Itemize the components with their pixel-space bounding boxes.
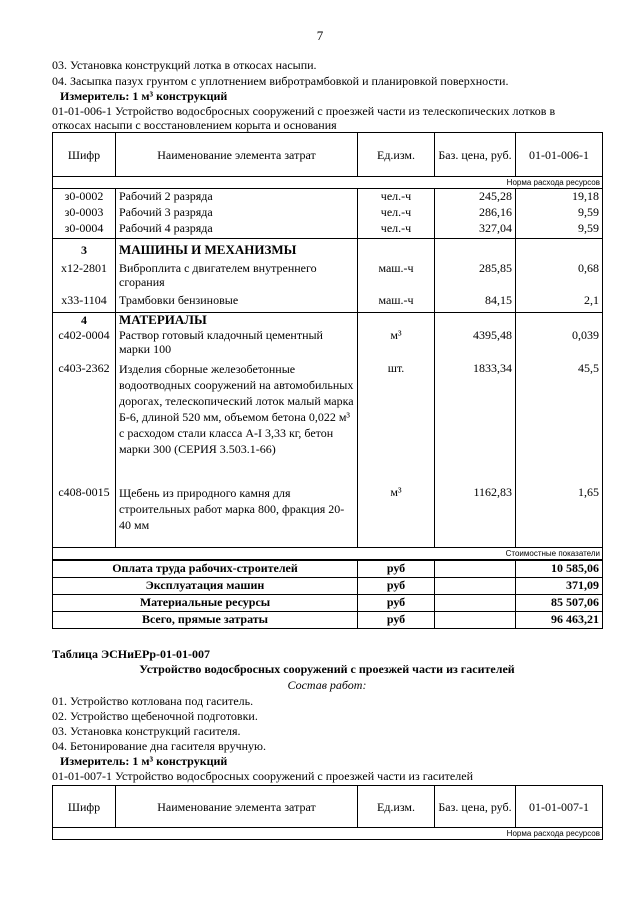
row-unit: маш.-ч — [358, 293, 435, 313]
row-code: х12-2801 — [53, 261, 116, 293]
empty-cell — [516, 313, 603, 328]
row-unit: чел.-ч — [358, 205, 435, 221]
summary-label: Оплата труда рабочих-строителей — [53, 560, 358, 577]
header-name: Наименование элемента затрат — [116, 133, 358, 177]
row-unit: м³ — [358, 485, 435, 548]
table-header-row — [53, 786, 603, 828]
summary-row — [53, 560, 603, 577]
work-step: 01. Устройство котлована под гаситель. — [52, 694, 254, 708]
row-name: Трамбовки бензиновые — [116, 293, 358, 313]
section-title: МАШИНЫ И МЕХАНИЗМЫ — [116, 239, 358, 261]
row-name: Виброплита с двигателем внутреннего сгорания — [116, 261, 358, 293]
table-caption: Таблица ЭСНиЕРр-01-01-007 — [52, 647, 211, 661]
header-column-code: 01-01-007-1 — [516, 786, 603, 828]
resource-table-1 — [52, 132, 603, 629]
row-name: Щебень из природного камня для строительных работ марка 800, фракция 20-40 мм — [116, 485, 358, 548]
summary-unit: руб — [358, 577, 435, 594]
row-price: 84,15 — [435, 293, 516, 313]
row-qty: 2,1 — [516, 293, 603, 313]
row-price: 1833,34 — [435, 361, 516, 485]
page-number: 7 — [316, 28, 324, 43]
summary-row — [53, 594, 603, 611]
work-step: 03. Установка конструкций гасителя. — [52, 724, 241, 738]
row-name: Изделия сборные железобетонные водоотводных сооружений на автомобильных дорогах, телескопический лоток малый марка Б-6, длиной 520 мм, объемом бетона 0,022 м³ с расходом стали класса А-I 3,33 кг, бетон марки 300 (СЕРИЯ 3.503.1-66) — [116, 361, 358, 485]
header-code: Шифр — [53, 133, 116, 177]
header-unit: Ед.изм. — [358, 133, 435, 177]
work-step: 02. Устройство щебеночной подготовки. — [52, 709, 258, 723]
section-number: 3 — [53, 239, 116, 261]
row-code: с402-0004 — [53, 328, 116, 361]
summary-value: 96 463,21 — [516, 611, 603, 628]
row-price: 1162,83 — [435, 485, 516, 548]
header-column-code: 01-01-006-1 — [516, 133, 603, 177]
row-unit: чел.-ч — [358, 189, 435, 205]
row-code: х33-1104 — [53, 293, 116, 313]
header-price: Баз. цена, руб. — [435, 786, 516, 828]
summary-unit: руб — [358, 611, 435, 628]
row-name: Рабочий 3 разряда — [116, 205, 358, 221]
measure-unit-2: Измеритель: 1 м³ конструкций — [60, 754, 228, 768]
empty-cell — [435, 577, 516, 594]
section-title: МАТЕРИАЛЫ — [116, 313, 358, 328]
empty-cell — [435, 313, 516, 328]
empty-cell — [435, 560, 516, 577]
table-row — [53, 189, 603, 205]
row-qty: 0,039 — [516, 328, 603, 361]
section-header-materials — [53, 313, 603, 328]
row-qty: 45,5 — [516, 361, 603, 485]
code-description-1a: 01-01-006-1 Устройство водосбросных сооружений с проезжей части из телескопических лотков в — [52, 104, 556, 118]
row-name: Раствор готовый кладочный цементный марки 100 — [116, 328, 358, 361]
empty-cell — [358, 239, 435, 261]
row-code: з0-0002 — [53, 189, 116, 205]
header-unit: Ед.изм. — [358, 786, 435, 828]
summary-row — [53, 611, 603, 628]
header-name: Наименование элемента затрат — [116, 786, 358, 828]
summary-unit: руб — [358, 560, 435, 577]
cost-label: Стоимостные показатели — [53, 548, 603, 561]
row-code: з0-0004 — [53, 221, 116, 239]
section-number: 4 — [53, 313, 116, 328]
work-step-04: 04. Засыпка пазух грунтом с уплотнением вибротрамбовкой и планировкой поверхности. — [52, 74, 509, 88]
empty-cell — [435, 239, 516, 261]
summary-value: 371,09 — [516, 577, 603, 594]
empty-cell — [435, 611, 516, 628]
summary-label: Материальные ресурсы — [53, 594, 358, 611]
summary-unit: руб — [358, 594, 435, 611]
table-row — [53, 261, 603, 293]
summary-label: Эксплуатация машин — [53, 577, 358, 594]
row-unit: шт. — [358, 361, 435, 485]
row-price: 245,28 — [435, 189, 516, 205]
row-unit: м³ — [358, 328, 435, 361]
row-qty: 9,59 — [516, 205, 603, 221]
row-unit: чел.-ч — [358, 221, 435, 239]
table-row — [53, 485, 603, 548]
row-qty: 19,18 — [516, 189, 603, 205]
row-qty: 1,65 — [516, 485, 603, 548]
work-step-03: 03. Установка конструкций лотка в откосах насыпи. — [52, 58, 317, 72]
table-title: Устройство водосбросных сооружений с проезжей части из гасителей — [139, 662, 515, 676]
empty-cell — [435, 594, 516, 611]
table-row — [53, 221, 603, 239]
row-code: с403-2362 — [53, 361, 116, 485]
empty-cell — [516, 239, 603, 261]
row-code: з0-0003 — [53, 205, 116, 221]
row-qty: 0,68 — [516, 261, 603, 293]
table-row — [53, 293, 603, 313]
row-price: 327,04 — [435, 221, 516, 239]
summary-value: 10 585,06 — [516, 560, 603, 577]
resource-table-2 — [52, 785, 603, 840]
work-step: 04. Бетонирование дна гасителя вручную. — [52, 739, 267, 753]
row-code: с408-0015 — [53, 485, 116, 548]
header-price: Баз. цена, руб. — [435, 133, 516, 177]
row-unit: маш.-ч — [358, 261, 435, 293]
row-price: 286,16 — [435, 205, 516, 221]
code-description-2: 01-01-007-1 Устройство водосбросных сооружений с проезжей части из гасителей — [52, 769, 473, 783]
table-row — [53, 205, 603, 221]
code-description-1b: откосах насыпи с восстановлением корыта и основания — [52, 118, 337, 132]
table-row — [53, 361, 603, 485]
summary-label: Всего, прямые затраты — [53, 611, 358, 628]
row-price: 4395,48 — [435, 328, 516, 361]
row-qty: 9,59 — [516, 221, 603, 239]
empty-cell — [358, 313, 435, 328]
summary-value: 85 507,06 — [516, 594, 603, 611]
norm-label: Норма расхода ресурсов — [53, 177, 603, 189]
row-price: 285,85 — [435, 261, 516, 293]
summary-row — [53, 577, 603, 594]
row-name: Рабочий 4 разряда — [116, 221, 358, 239]
table-header-row — [53, 133, 603, 177]
measure-unit-1: Измеритель: 1 м³ конструкций — [60, 89, 228, 103]
row-name: Рабочий 2 разряда — [116, 189, 358, 205]
section-header-machines — [53, 239, 603, 261]
works-title: Состав работ: — [287, 678, 367, 692]
table-row — [53, 328, 603, 361]
norm-label: Норма расхода ресурсов — [53, 828, 603, 840]
header-code: Шифр — [53, 786, 116, 828]
